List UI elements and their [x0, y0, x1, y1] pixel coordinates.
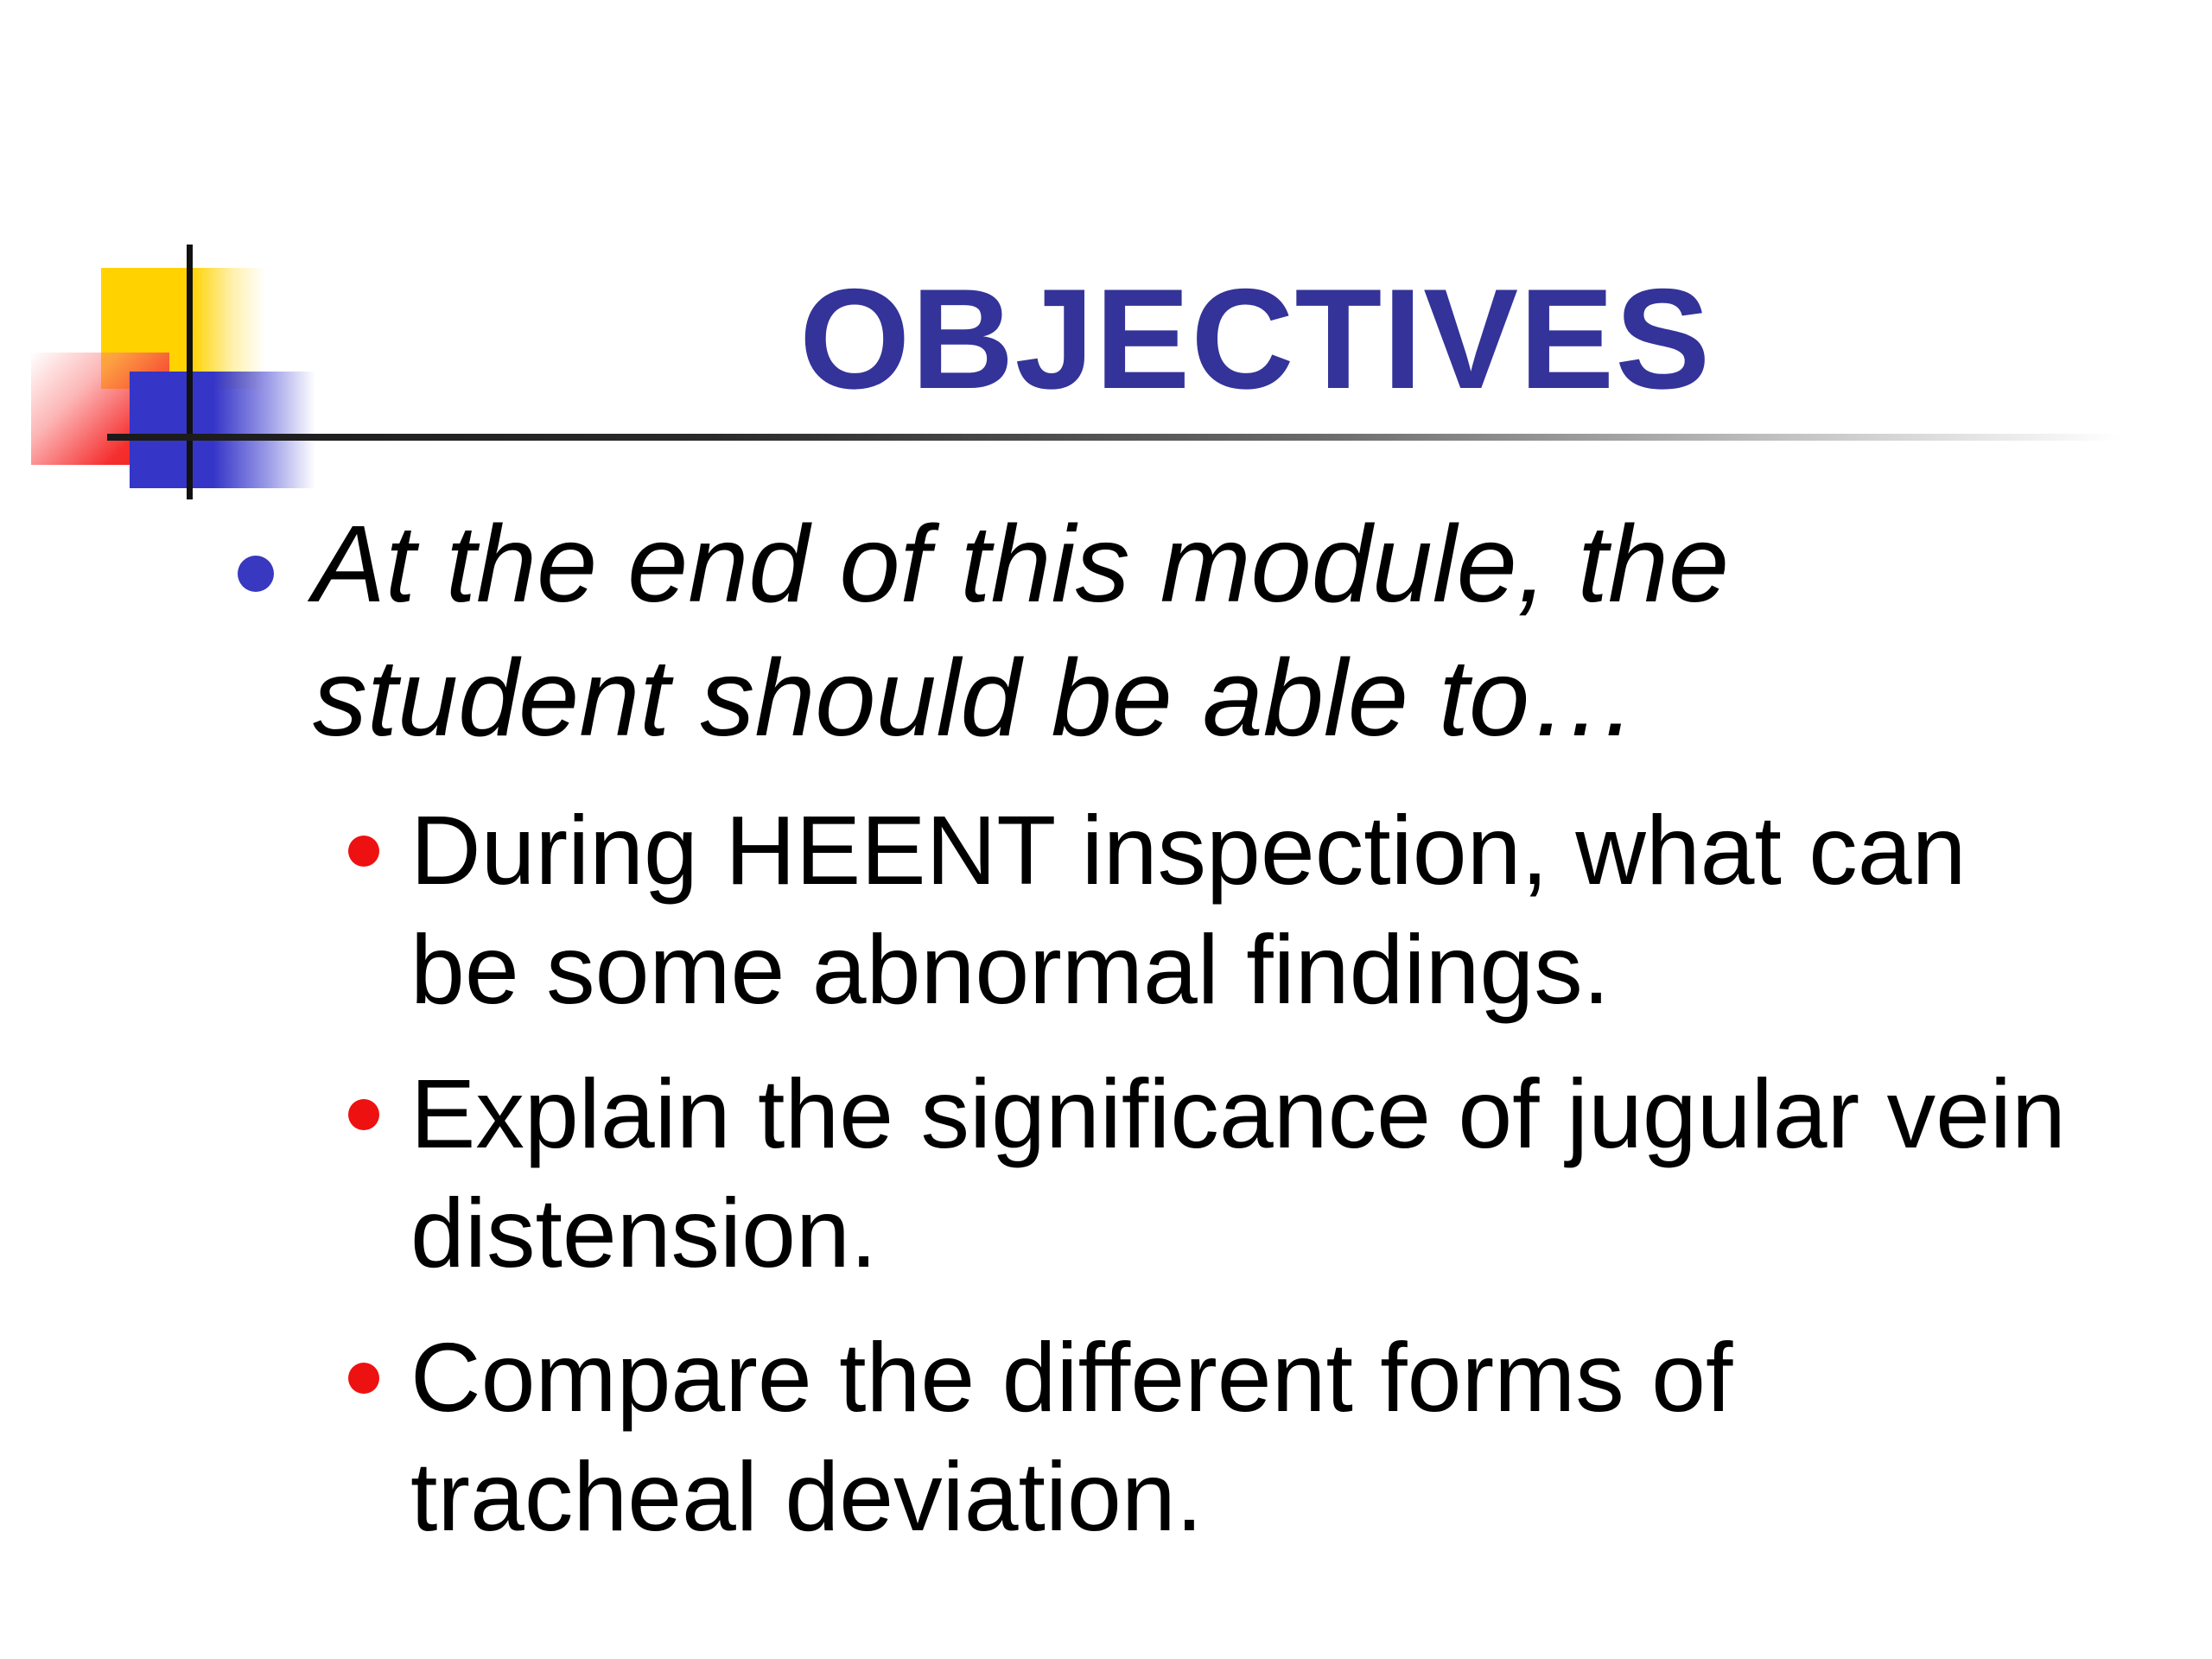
objective-text: During HEENT inspection, what can be some abnormal findings.: [410, 796, 1967, 1024]
title-underline: [107, 434, 2120, 441]
slide-title: OBJECTIVES: [799, 259, 1712, 418]
objective-text: Explain the significance of jugular vein distension.: [410, 1059, 2066, 1287]
bullet-dot-icon: [348, 1363, 379, 1394]
decorative-vertical-line: [187, 245, 193, 499]
bullet-dot-icon: [348, 1099, 379, 1130]
bullet-dot-icon: [348, 836, 379, 867]
objective-text: Compare the different forms of tracheal deviation.: [410, 1323, 1733, 1551]
bullet-dot-icon: [238, 556, 274, 592]
decorative-blue-square: [130, 372, 315, 488]
intro-text: At the end of this module, the student should be able to…: [313, 503, 1730, 759]
